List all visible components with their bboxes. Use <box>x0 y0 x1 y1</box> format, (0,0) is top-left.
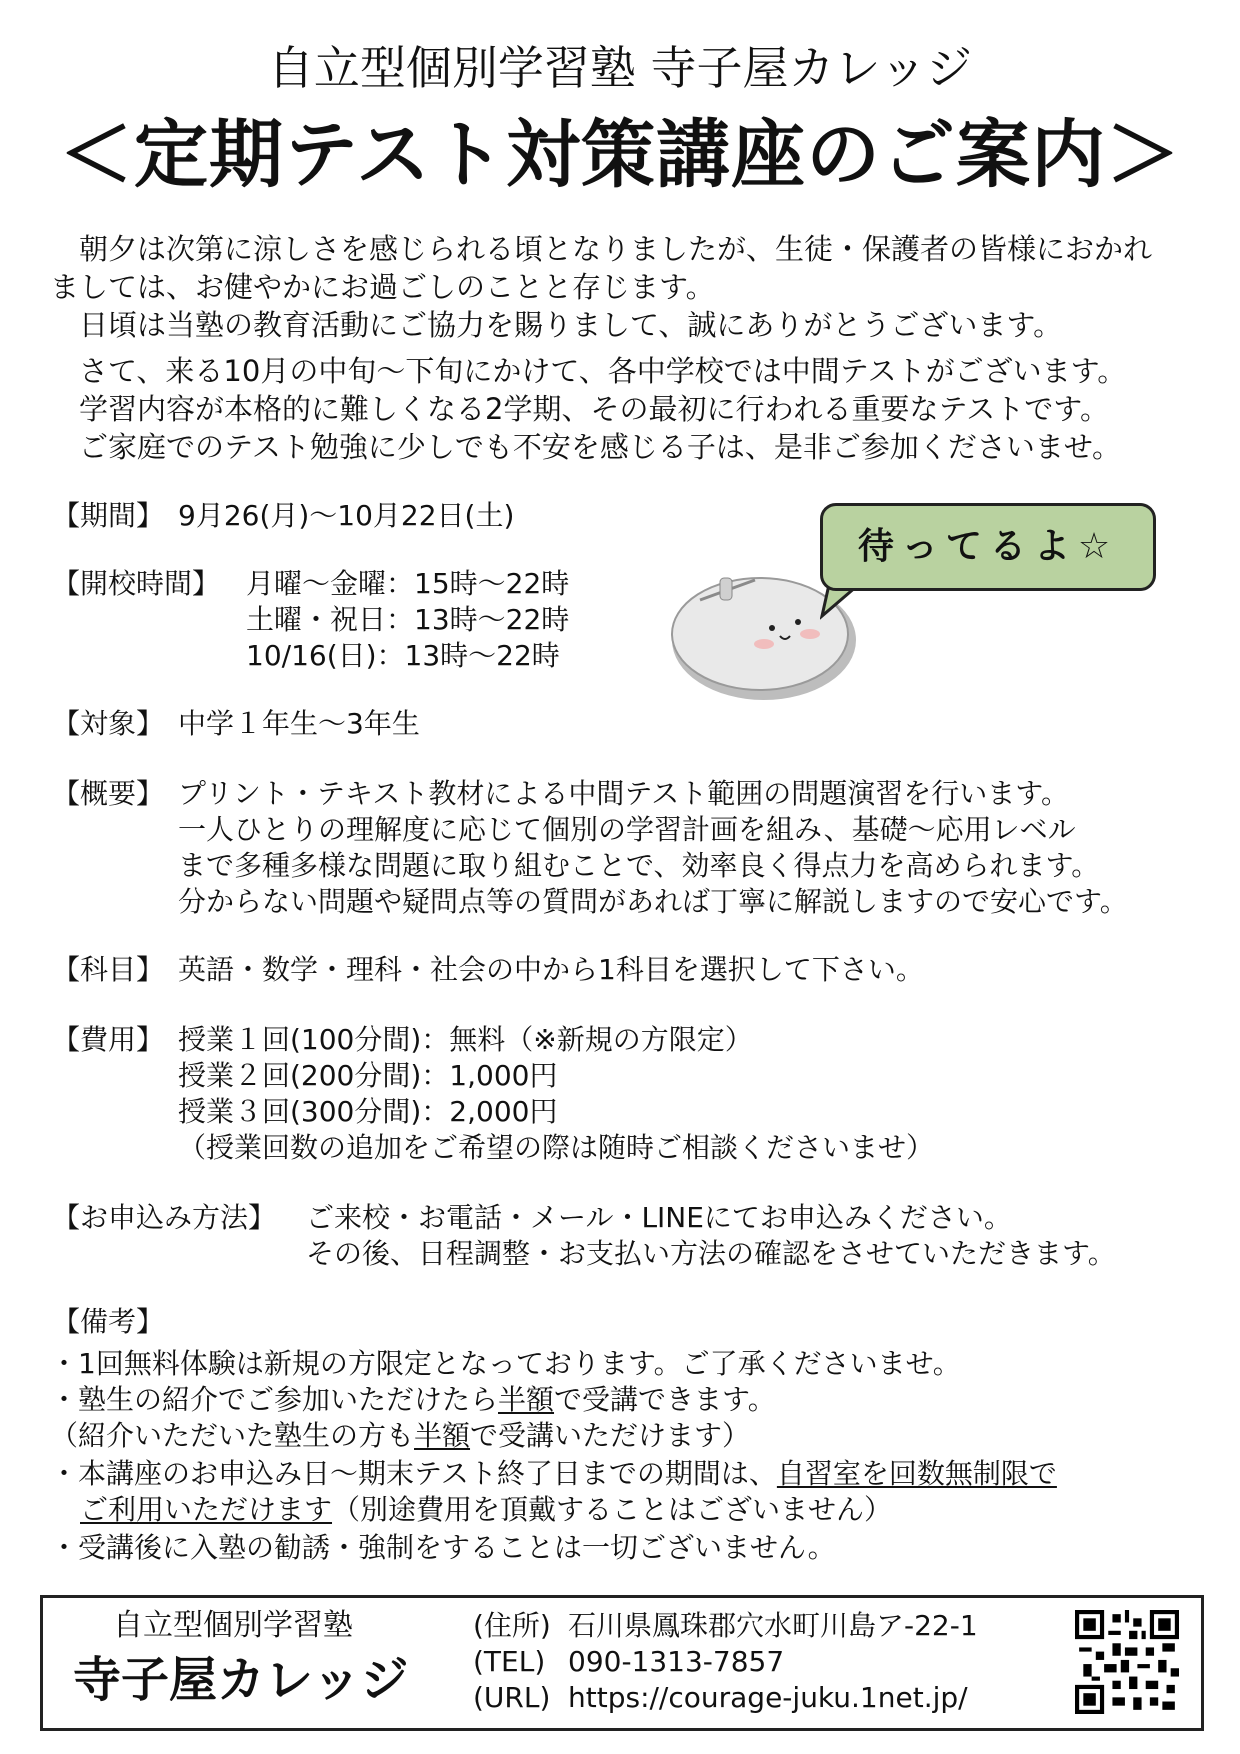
fee-line: 授業２回(200分間)：1,000円 <box>178 1059 558 1092</box>
footer-school-type: 自立型個別学習塾 <box>113 1608 353 1643</box>
footer-url-label: (URL) <box>473 1681 551 1714</box>
subjects-value: 英語・数学・理科・社会の中から1科目を選択して下さい。 <box>178 953 924 986</box>
footer-tel-label: (TEL) <box>473 1645 546 1678</box>
intro-line-1: 朝夕は次第に涼しさを感じられる頃となりましたが、生徒・保護者の皆様におかれ <box>50 232 1153 266</box>
intro-line-3: 日頃は当塾の教育活動にご協力を賜りまして、誠にありがとうございます。 <box>50 308 1063 342</box>
footer-address-label: (住所) <box>473 1609 551 1642</box>
note-item <box>50 1456 1057 1492</box>
hours-row: 土曜・祝日：13時〜22時 <box>246 603 570 636</box>
overview-label: 【概要】 <box>52 777 165 810</box>
overview-line: プリント・テキスト教材による中間テスト範囲の問題演習を行います。 <box>178 777 1069 810</box>
footer-box <box>40 1595 1204 1731</box>
note-text: で受講いただけます） <box>470 1419 751 1452</box>
overview-line: 分からない問題や疑問点等の質問があれば丁寧に解説しますので安心です。 <box>178 885 1128 918</box>
note-item: ・受講後に入塾の勧誘・強制をすることは一切ございません。 <box>50 1531 836 1564</box>
note-text: ・塾生の紹介でご参加いただけたら <box>50 1383 499 1416</box>
footer-school-name: 寺子屋カレッジ <box>73 1652 409 1708</box>
footer-address: 石川県鳳珠郡穴水町川島ア-22-1 <box>568 1609 978 1642</box>
intro-line-6: ご家庭でのテスト勉強に少しでも不安を感じる子は、是非ご参加くださいませ。 <box>50 430 1121 464</box>
note-item <box>50 1418 750 1454</box>
apply-line: その後、日程調整・お支払い方法の確認をさせていただきます。 <box>306 1237 1116 1270</box>
hours-label: 【開校時間】 <box>52 567 221 600</box>
note-emphasis: 半額 <box>498 1383 555 1416</box>
fee-line: 授業１回(100分間)：無料（※新規の方限定） <box>178 1023 753 1056</box>
target-value: 中学１年生〜3年生 <box>178 707 420 740</box>
apply-label: 【お申込み方法】 <box>52 1201 277 1234</box>
subjects-label: 【科目】 <box>52 953 165 986</box>
note-text: で受講できます。 <box>554 1383 776 1416</box>
overview-line: まで多種多様な問題に取り組むことで、効率良く得点力を高められます。 <box>178 849 1100 882</box>
notes-label: 【備考】 <box>52 1305 165 1338</box>
note-emphasis: ご利用いただけます <box>80 1493 333 1526</box>
overview-line: 一人ひとりの理解度に応じて個別の学習計画を組み、基礎〜応用レベル <box>178 813 1076 846</box>
footer-tel: 090-1313-7857 <box>568 1645 785 1678</box>
target-label: 【対象】 <box>52 707 165 740</box>
intro-line-4: さて、来る10月の中旬〜下旬にかけて、各中学校では中間テストがございます。 <box>50 354 1127 388</box>
note-item <box>80 1492 892 1528</box>
footer-url[interactable]: https://courage-juku.1net.jp/ <box>568 1681 968 1714</box>
page-title: ＜定期テスト対策講座のご案内＞ <box>58 112 1182 198</box>
note-text: （紹介いただいた塾生の方も <box>50 1419 415 1452</box>
hours-row: 月曜〜金曜：15時〜22時 <box>246 567 570 600</box>
apply-line: ご来校・お電話・メール・LINEにてお申込みください。 <box>306 1201 1012 1234</box>
note-emphasis: 自習室を回数無制限で <box>776 1457 1057 1490</box>
qr-code-icon[interactable] <box>1075 1610 1179 1714</box>
fee-line: 授業３回(300分間)：2,000円 <box>178 1095 558 1128</box>
hours-row: 10/16(日)：13時〜22時 <box>246 639 560 672</box>
period-label: 【期間】 <box>52 499 165 532</box>
school-subtitle: 自立型個別学習塾 寺子屋カレッジ <box>267 41 973 95</box>
note-text: ・本講座のお申込み日〜期末テスト終了日までの期間は、 <box>50 1457 777 1490</box>
speech-bubble: 待ってるよ☆ <box>820 503 1156 591</box>
note-item: ・1回無料体験は新規の方限定となっております。ご了承くださいませ。 <box>50 1347 961 1380</box>
note-text: （別途費用を頂戴することはございません） <box>332 1493 893 1526</box>
fee-line: （授業回数の追加をご希望の際は随時ご相談くださいませ） <box>178 1131 935 1164</box>
period-value: 9月26(月)〜10月22日(土) <box>178 499 515 532</box>
fees-label: 【費用】 <box>52 1023 165 1056</box>
intro-line-2: ましては、お健やかにお過ごしのことと存じます。 <box>50 270 715 304</box>
note-item <box>50 1382 776 1418</box>
intro-line-5: 学習内容が本格的に難しくなる2学期、その最初に行われる重要なテストです。 <box>50 392 1109 426</box>
note-emphasis: 半額 <box>414 1419 471 1452</box>
